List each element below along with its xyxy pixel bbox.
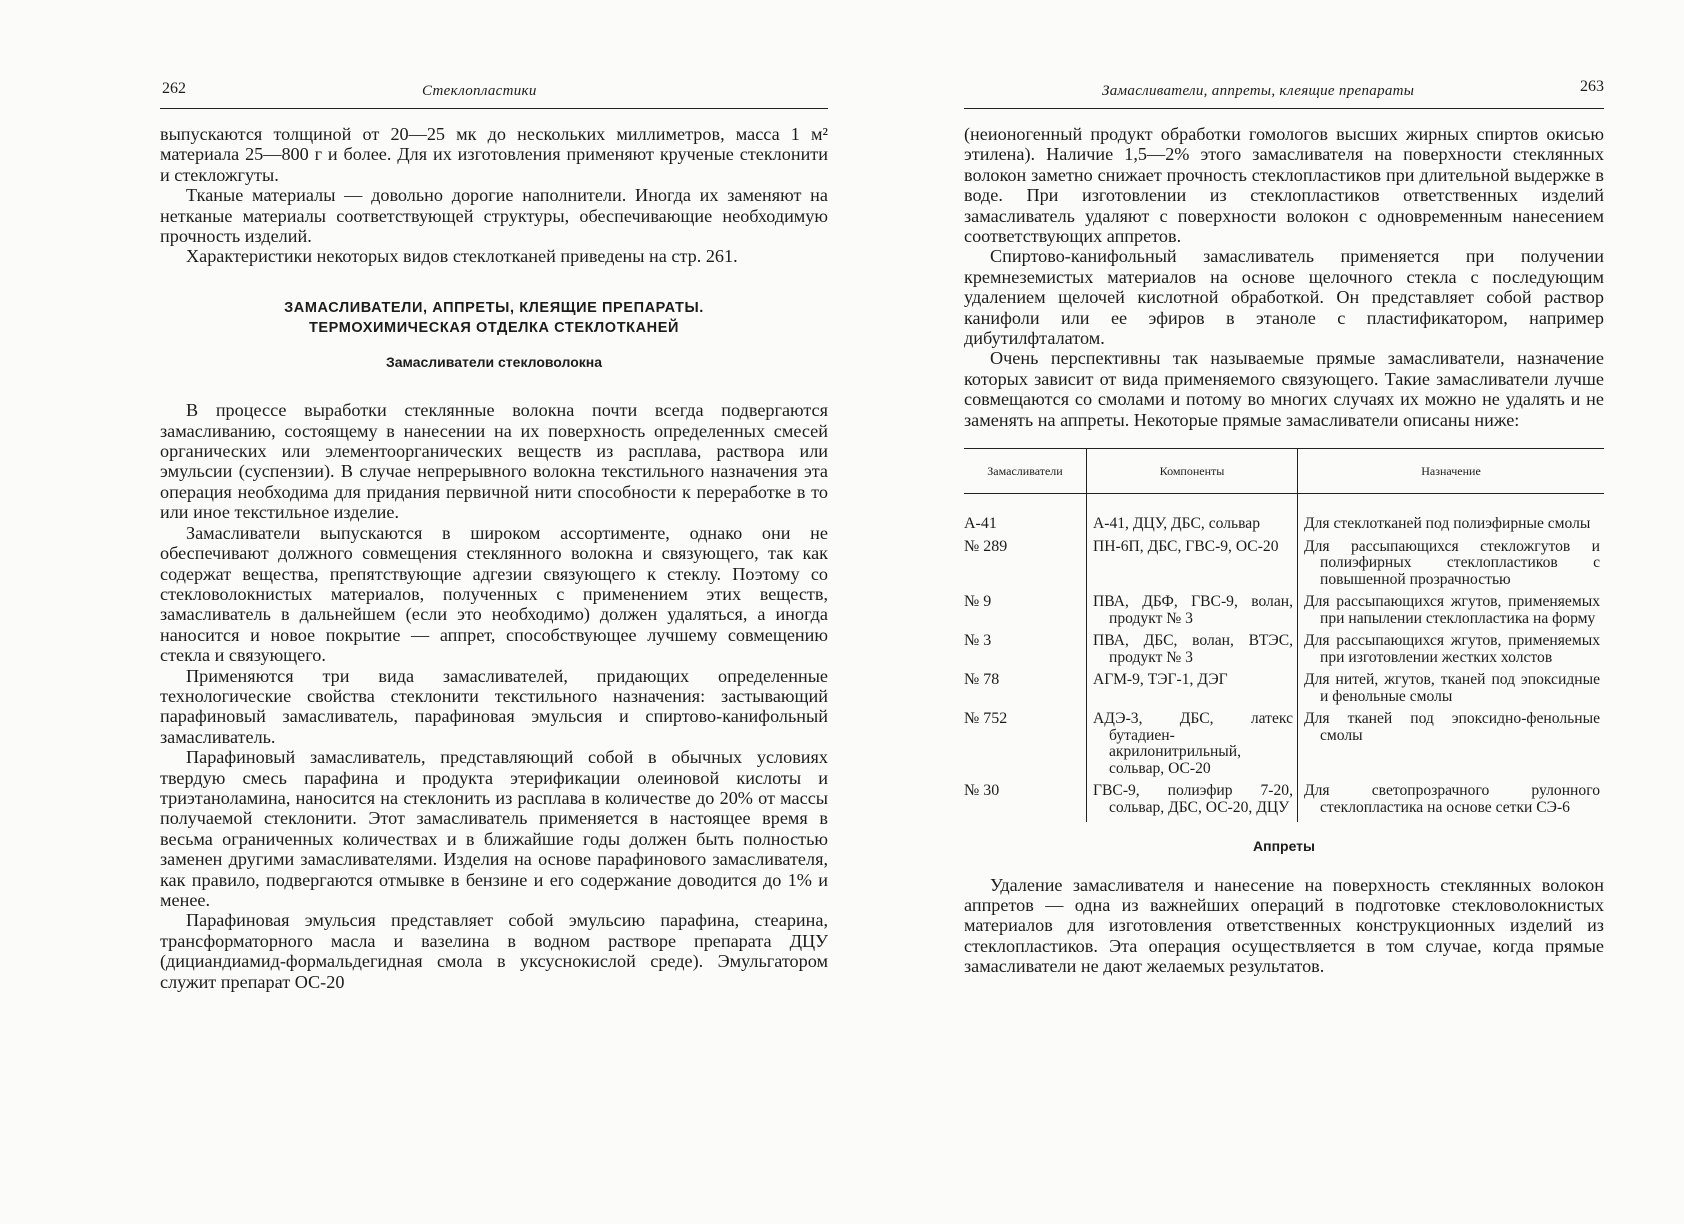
- table-cell-purpose: Для светопрозрачного рулонного стеклопластика на основе сетки СЭ-6: [1298, 783, 1605, 822]
- table-row: [964, 711, 1604, 783]
- column-header: Компоненты: [1087, 449, 1298, 494]
- table-cell-purpose: Для рассыпающихся жгутов, применяемых при изготовлении жестких холстов: [1298, 633, 1605, 672]
- table-cell-purpose: Для рассыпающихся стекложгутов и полиэфирных стеклопластиков с повышенной прозрачностью: [1298, 539, 1605, 595]
- paragraph: (неионогенный продукт обработки гомологов высших жирных спиртов окисью этилена). Наличие 1,5—2% этого замасливателя на поверхности стеклянных волокон заметно снижает прочность стеклопластиков при длительной выдержке в воде. При изготовлении из стеклопластиков ответственных изделий замасливатель удаляют с поверхности волокон с одновременным нанесением соответствующих аппретов.: [964, 124, 1604, 247]
- running-title: Стеклопластики: [422, 83, 537, 99]
- table-row: [964, 672, 1604, 711]
- table-cell-name: № 289: [964, 537, 1008, 555]
- column-header: Назначение: [1298, 449, 1605, 494]
- section-heading-line: ЗАМАСЛИВАТЕЛИ, АППРЕТЫ, КЛЕЯЩИЕ ПРЕПАРАТЫ.: [284, 299, 704, 316]
- running-title: Замасливатели, аппреты, клеящие препараты: [1102, 83, 1415, 99]
- subheading: Аппреты: [1253, 838, 1315, 855]
- running-header: [160, 78, 828, 109]
- paragraph: В процессе выработки стеклянные волокна почти всегда подвергаются замасливанию, состоящему в нанесении на их поверхность определенных смесей органических или элементоорганических веществ из расплава, раствора или эмульсии (суспензии). В случае непрерывного волокна текстильного назначения эта операция необходима для придания первичной нити способности к переработке в то или иное текстильное изделие.: [160, 400, 828, 523]
- table-row: [964, 494, 1604, 539]
- running-header: [964, 78, 1604, 109]
- table-cell-components: АДЭ-3, ДБС, латекс бутадиен-акрилонитрильный, сольвар, ОС-20: [1087, 711, 1298, 783]
- table-cell-name: № 752: [964, 710, 1008, 728]
- table-cell-purpose: Для стеклотканей под полиэфирные смолы: [1298, 494, 1605, 539]
- text-column: [964, 124, 1604, 977]
- table-cell-purpose: Для рассыпающихся жгутов, применяемых при напылении стеклопластика на форму: [1298, 594, 1605, 633]
- sizing-agents-table: [964, 448, 1604, 822]
- table-cell-name: № 9: [964, 593, 992, 611]
- paragraph: Очень перспективны так называемые прямые замасливатели, назначение которых зависит от вида применяемого связующего. Такие замасливатели лучше совмещаются со смолами и потому во многих случаях их можно не удалять и не заменять на аппреты. Некоторые прямые замасливатели описаны ниже:: [964, 348, 1604, 430]
- page-number: 262: [162, 80, 186, 97]
- paragraph: Парафиновый замасливатель, представляющий собой в обычных условиях твердую смесь парафина и продукта этерификации олеиновой кислоты и триэтаноламина, наносится на стеклонить из расплава в количестве до 20% от массы получаемой стеклонити. Этот замасливатель применяется в настоящее время в весьма ограниченных количествах и в ближайшие годы должен быть полностью заменен другими замасливателями. Изделия на основе парафинового замасливателя, как правило, подвергаются отмывке в бензине и его содержание доводится до 1% и менее.: [160, 747, 828, 910]
- paragraph: Характеристики некоторых видов стеклотканей приведены на стр. 261.: [186, 246, 738, 267]
- table-cell-name: А-41: [964, 515, 997, 533]
- table-cell-components: ПВА, ДБФ, ГВС-9, волан, продукт № 3: [1087, 594, 1298, 633]
- table-header-row: [964, 449, 1604, 494]
- subheading: Замасливатели стекловолокна: [385, 353, 603, 370]
- paragraph: Парафиновая эмульсия представляет собой эмульсию парафина, стеарина, трансформаторного масла и вазелина в водном растворе препарата ДЦУ (дициандиамид-формальдегидная смола в уксуснокислой среде). Эмульгатором служит препарат ОС-20: [160, 910, 828, 992]
- section-heading-line: ТЕРМОХИМИЧЕСКАЯ ОТДЕЛКА СТЕКЛОТКАНЕЙ: [308, 319, 680, 336]
- table-cell-purpose: Для нитей, жгутов, тканей под эпоксидные и фенольные смолы: [1298, 672, 1605, 711]
- table-row: [964, 539, 1604, 595]
- table-cell-components: ПВА, ДБС, волан, ВТЭС, продукт № 3: [1087, 633, 1298, 672]
- table-cell-name: № 30: [964, 782, 1000, 800]
- table-cell-components: ГВС-9, полиэфир 7-20, сольвар, ДБС, ОС-20, ДЦУ: [1087, 783, 1298, 822]
- table-row: [964, 783, 1604, 822]
- paragraph: Спиртово-канифольный замасливатель применяется при получении кремнеземистых материалов на основе щелочного стекла с последующим удалением щелочей кислотной обработкой. Он представляет собой раствор канифоли или ее эфиров в этаноле с пластификатором, например дибутилфталатом.: [964, 246, 1604, 349]
- table-cell-components: ПН-6П, ДБС, ГВС-9, ОС-20: [1087, 539, 1298, 595]
- paragraph: Замасливатели выпускаются в широком ассортименте, однако они не обеспечивают должного совмещения стеклянного волокна и связующего, так как содержат вещества, препятствующие адгезии связующего к стеклу. Поэтому со стекловолокнистых материалов, полученных с применением этих веществ, замасливатель в дальнейшем (если это необходимо) должен удаляться, а иногда наносится и новое покрытие — аппрет, способствующее лучшему совмещению стекла и связующего.: [160, 522, 828, 666]
- table-cell-components: А-41, ДЦУ, ДБС, сольвар: [1087, 494, 1298, 539]
- table-cell-name: № 3: [964, 632, 992, 650]
- table-cell-name: № 78: [964, 671, 1000, 689]
- paragraph: Удаление замасливателя и нанесение на поверхность стеклянных волокон аппретов — одна из важнейших операций в подготовке стекловолокнистых материалов для изготовления ответственных конструкционных изделий из стеклопластиков. Эта операция осуществляется в том случае, когда прямые замасливатели не дают желаемых результатов.: [964, 874, 1604, 977]
- table-row: [964, 594, 1604, 633]
- paragraph: выпускаются толщиной от 20—25 мк до нескольких миллиметров, масса 1 м² материала 25—800 г и более. Для их изготовления применяют крученые стеклонити и стекложгуты.: [160, 124, 828, 185]
- paragraph: Применяются три вида замасливателей, придающих определенные технологические свойства стеклонити текстильного назначения: застывающий парафиновый замасливатель, парафиновая эмульсия и спиртово-канифольный замасливатель.: [160, 665, 828, 747]
- table-cell-purpose: Для тканей под эпоксидно-фенольные смолы: [1298, 711, 1605, 783]
- table-row: [964, 633, 1604, 672]
- column-header: Замасливатели: [964, 449, 1087, 494]
- page-number: 263: [1580, 78, 1604, 95]
- paragraph: Тканые материалы — довольно дорогие наполнители. Иногда их заменяют на нетканые материалы соответствующей структуры, обеспечивающие необходимую прочность изделий.: [160, 185, 828, 247]
- table-cell-components: АГМ-9, ТЭГ-1, ДЭГ: [1087, 672, 1298, 711]
- text-column: [160, 124, 828, 992]
- section-heading: [160, 298, 828, 338]
- right-page: [842, 0, 1684, 1224]
